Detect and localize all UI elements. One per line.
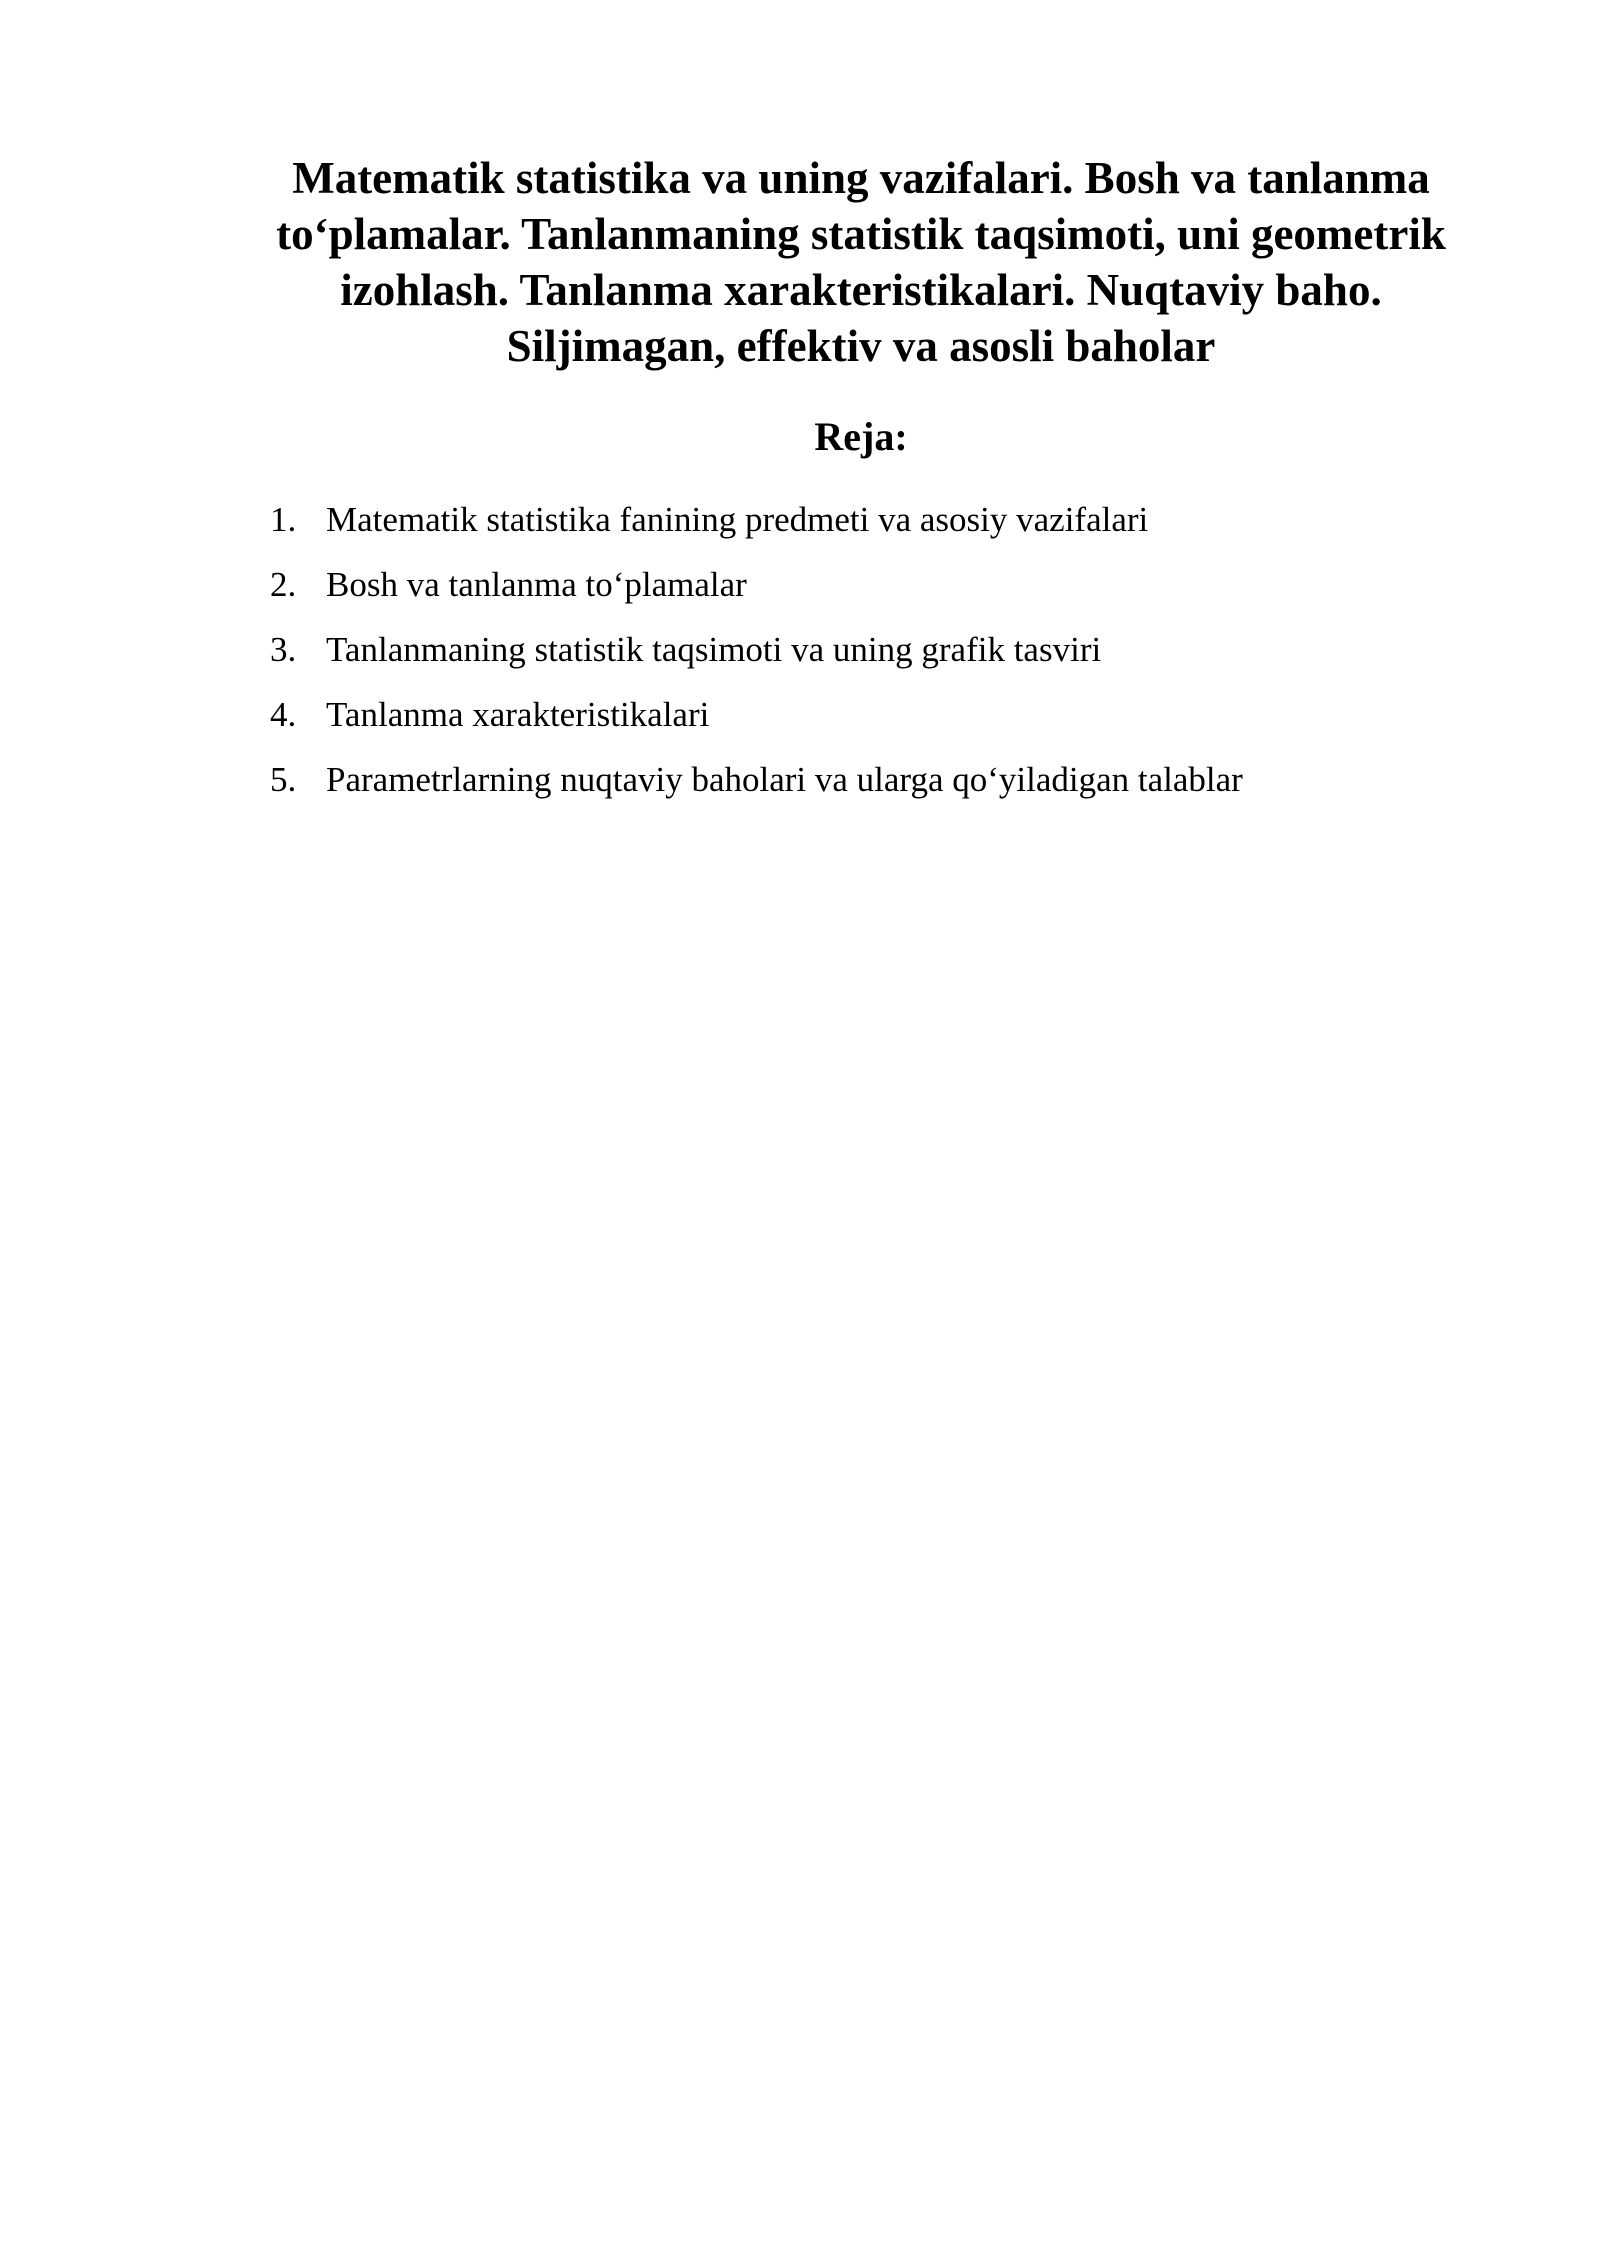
plan-heading: Reja: bbox=[814, 414, 908, 459]
plan-item-text: Bosh va tanlanma to‘plamalar bbox=[326, 565, 747, 604]
plan-item bbox=[270, 627, 1470, 692]
plan-item bbox=[270, 692, 1470, 757]
plan-item-text: Tanlanma xarakteristikalari bbox=[326, 695, 710, 734]
plan-item bbox=[270, 562, 1470, 627]
plan-item-text: Parametrlarning nuqtaviy baholari va ularga qo‘yiladigan talablar bbox=[326, 760, 1243, 799]
document-title: Matematik statistika va uning vazifalari. Bosh va tanlanma to‘plamalar. Tanlanmaning statistik taqsimoti, uni geometrik izohlash. Tanlanma xarakteristikalari. Nuqtaviy baho. Siljimagan, effektiv va asosli baholar bbox=[276, 153, 1446, 371]
plan-item-number: 3. bbox=[270, 630, 297, 669]
plan-item-number: 2. bbox=[270, 565, 297, 604]
plan-item-number: 5. bbox=[270, 760, 297, 799]
plan-item bbox=[270, 757, 1470, 822]
plan-item-text: Tanlanmaning statistik taqsimoti va uning grafik tasviri bbox=[326, 630, 1102, 669]
plan-item bbox=[270, 497, 1470, 562]
plan-item-text: Matematik statistika fanining predmeti va asosiy vazifalari bbox=[326, 500, 1149, 539]
plan-item-number: 1. bbox=[270, 500, 297, 539]
plan-item-number: 4. bbox=[270, 695, 297, 734]
plan-list bbox=[270, 497, 1470, 822]
